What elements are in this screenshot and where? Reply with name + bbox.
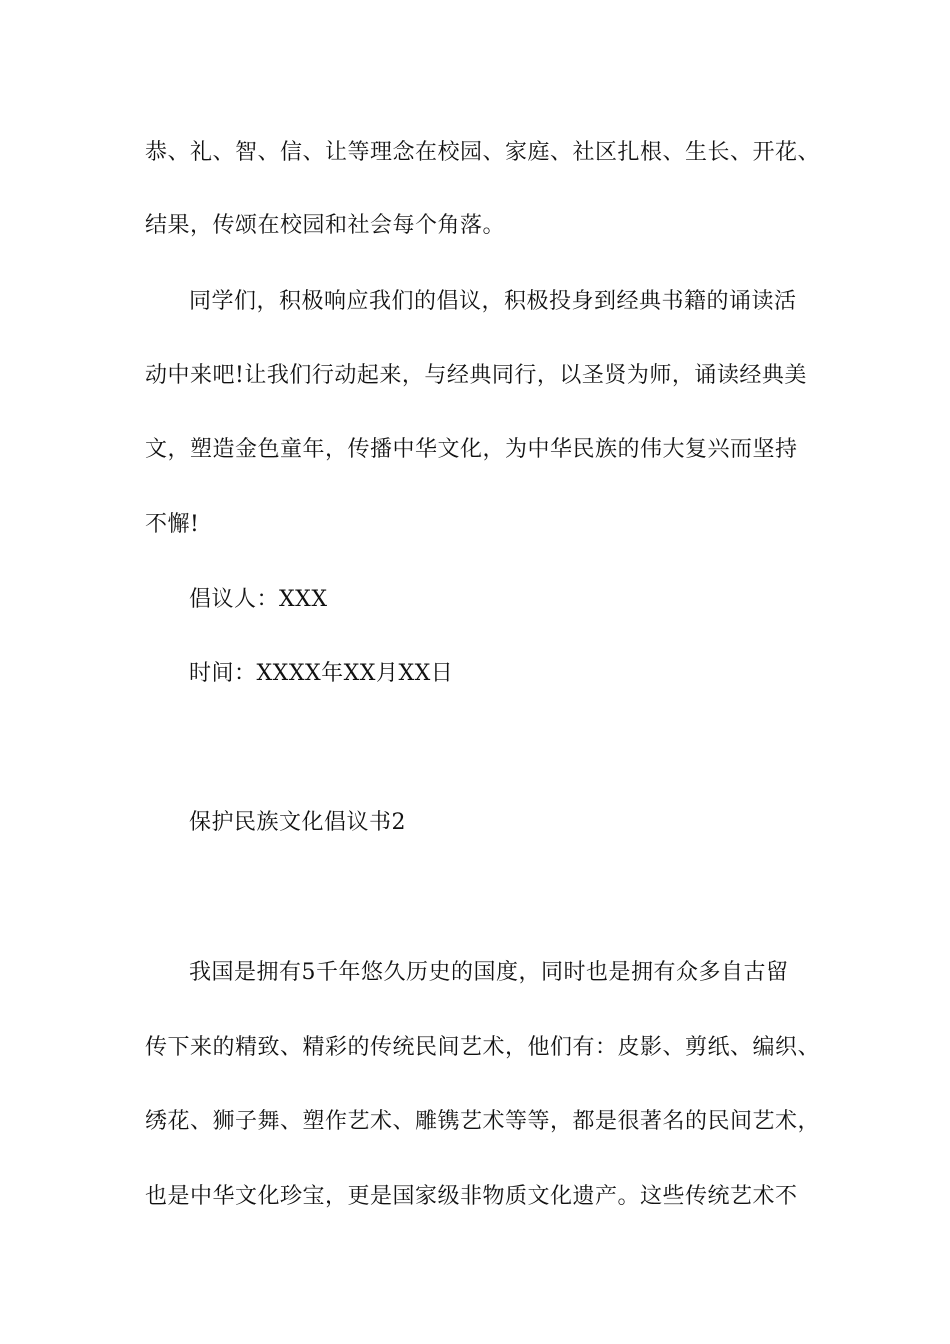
paragraph-2-line-4: 不懈! xyxy=(145,512,200,537)
section-title: 保护民族文化倡议书2 xyxy=(189,810,406,835)
paragraph-3-line-2: 传下来的精致、精彩的传统民间艺术，他们有：皮影、剪纸、编织、 xyxy=(145,1035,821,1060)
paragraph-1-line-1: 恭、礼、智、信、让等理念在校园、家庭、社区扎根、生长、开花、 xyxy=(145,140,821,165)
paragraph-3-line-1: 我国是拥有5千年悠久历史的国度，同时也是拥有众多自古留 xyxy=(189,960,789,985)
paragraph-2-line-2: 动中来吧!让我们行动起来，与经典同行，以圣贤为师，诵读经典美 xyxy=(145,363,807,388)
signer-line: 倡议人：XXX xyxy=(189,587,328,612)
paragraph-3-line-4: 也是中华文化珍宝，更是国家级非物质文化遗产。这些传统艺术不 xyxy=(145,1184,798,1209)
paragraph-3-line-3: 绣花、狮子舞、塑作艺术、雕镌艺术等等，都是很著名的民间艺术， xyxy=(145,1109,821,1134)
paragraph-1-line-2: 结果，传颂在校园和社会每个角落。 xyxy=(145,213,506,238)
date-line: 时间：XXXX年XX月XX日 xyxy=(189,661,454,686)
paragraph-2-line-3: 文，塑造金色童年，传播中华文化，为中华民族的伟大复兴而坚持 xyxy=(145,437,798,462)
paragraph-2-line-1: 同学们，积极响应我们的倡议，积极投身到经典书籍的诵读活 xyxy=(189,289,797,314)
